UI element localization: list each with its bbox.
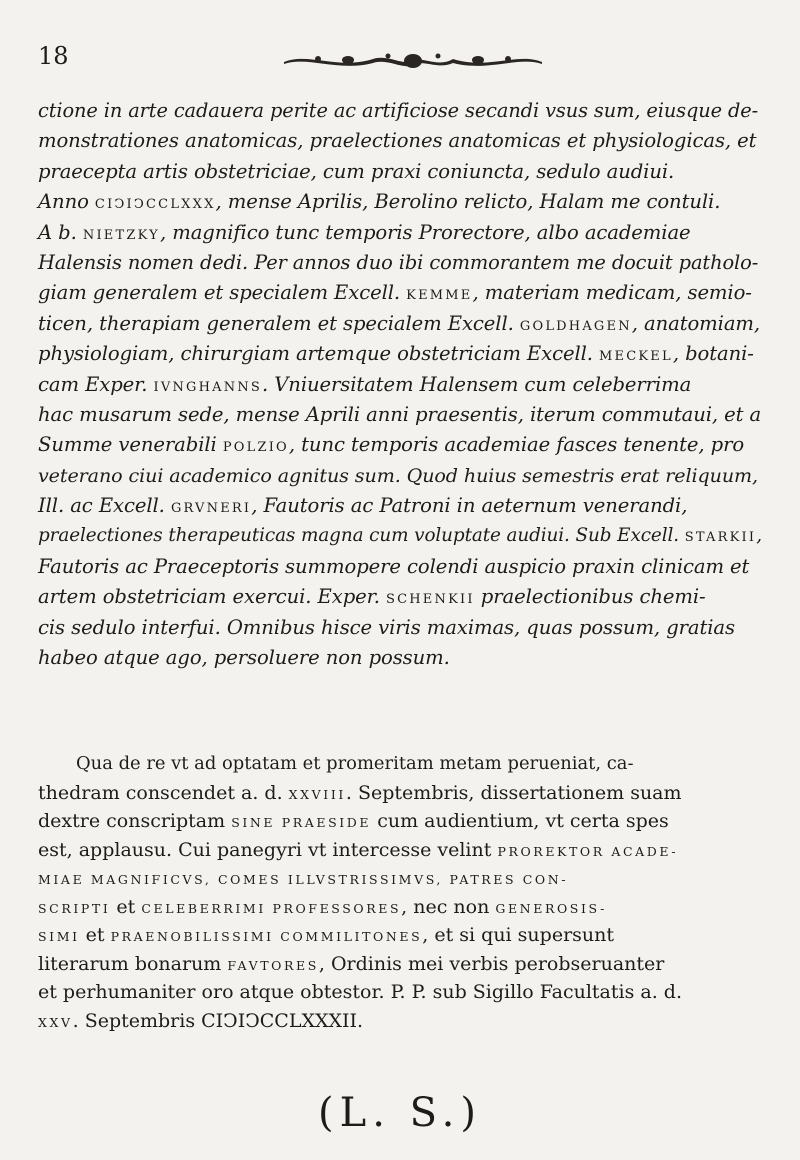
small-caps-name: PROREKTOR ACADE- — [497, 843, 679, 859]
italic-text-line — [38, 96, 762, 126]
text-run: , magnifico tunc temporis Prorectore, albo academiae — [159, 220, 691, 244]
text-run: cum audientium, vt certa spes — [371, 810, 669, 832]
italic-text-line — [38, 643, 762, 673]
text-run: , Ordinis mei verbis perobseruanter — [318, 952, 665, 975]
text-run: et — [110, 895, 142, 918]
text-run: , nec non — [401, 895, 496, 918]
roman-text-line — [38, 921, 762, 950]
roman-text-line — [38, 950, 762, 979]
italic-text-line — [38, 461, 762, 491]
italic-text-line — [38, 491, 762, 521]
text-run: artem obstetriciam exercui. Exper. — [38, 585, 387, 609]
text-run: , Fautoris ac Patroni in aeternum venerandi, — [251, 494, 688, 518]
text-run: , tunc temporis academiae fasces tenente, pro — [288, 433, 745, 457]
small-caps-name: GENEROSIS- — [495, 900, 607, 916]
small-caps-name: XXVIII — [288, 786, 346, 802]
text-run: physiologiam, chirurgiam artemque obstetriciam Excell. — [38, 342, 600, 366]
italic-text-line — [38, 582, 762, 612]
text-run: , — [756, 525, 762, 547]
text-run: ticen, therapiam generalem et specialem Excell. — [38, 311, 520, 335]
text-run: , botani- — [672, 342, 754, 366]
text-run: cis sedulo interfui. Omnibus hisce viris maximas, quas possum, gratias — [38, 615, 735, 639]
text-run: . Septembris, dissertationem suam — [345, 781, 682, 804]
italic-text-line — [38, 157, 762, 187]
italic-text-line — [38, 126, 762, 156]
small-caps-name: MIAE MAGNIFICVS, COMES ILLVSTRISSIMVS, PATRES CON- — [38, 872, 569, 887]
italic-text-line — [38, 278, 762, 308]
small-caps-name: GOLDHAGEN — [519, 318, 632, 334]
text-run: ctione in arte cadauera perite ac artificiose secandi vsus sum, eiusque de- — [38, 99, 759, 122]
text-run: habeo atque ago, persoluere non possum. — [38, 646, 450, 670]
italic-text-line — [38, 218, 762, 248]
text-run: praelectiones therapeuticas magna cum voluptate audiui. Sub Excell. — [38, 525, 685, 547]
text-run: giam generalem et specialem Excell. — [38, 281, 407, 305]
small-caps-name: SIMI — [38, 929, 80, 944]
text-run: hac musarum sede, mense Aprili anni praesentis, iterum commutaui, et a — [38, 402, 762, 426]
italic-text-line — [38, 613, 762, 643]
small-caps-name: SCHENKII — [386, 592, 475, 608]
seal-mark: (L. S.) — [318, 1090, 482, 1136]
roman-text-line — [38, 750, 762, 779]
small-caps-name: IVNGHANNS — [153, 379, 262, 395]
text-run: praelectionibus chemi- — [474, 585, 706, 609]
italic-text-line — [38, 339, 762, 369]
small-caps-name: PRAENOBILISSIMI COMMILITONES — [110, 929, 423, 944]
roman-text-line — [38, 836, 762, 865]
roman-text-line — [38, 1007, 762, 1036]
text-run: , materiam medicam, semio- — [472, 281, 752, 305]
italic-text-line — [38, 552, 762, 582]
roman-text-line — [38, 807, 762, 836]
text-run: . Vniuersitatem Halensem cum celeberrima — [262, 372, 692, 396]
text-run: cam Exper. — [38, 372, 154, 396]
small-caps-name: CIↃIↃCCLXXX — [94, 197, 216, 213]
text-run: et — [79, 924, 111, 946]
small-caps-name: NIETZKY — [82, 227, 160, 243]
italic-text-line — [38, 248, 762, 278]
small-caps-name: POLZIO — [222, 440, 289, 456]
small-caps-name: XXV — [38, 1014, 73, 1030]
small-caps-name: MECKEL — [599, 349, 673, 365]
small-caps-name: CELEBERRIMI PROFESSORES — [141, 900, 402, 916]
text-run: Ill. ac Excell. — [38, 494, 171, 518]
italic-text-line — [38, 309, 762, 339]
text-run: , mense Aprilis, Berolino relicto, Halam me contuli. — [215, 190, 721, 214]
printers-ornament-icon — [278, 50, 548, 72]
text-run: , et si qui supersunt — [422, 924, 615, 946]
announcement-text — [38, 750, 762, 1035]
small-caps-name: FAVTORES — [227, 957, 319, 973]
text-run: thedram conscendet a. d. — [38, 781, 289, 804]
italic-text-line — [38, 187, 762, 217]
page-header — [30, 40, 770, 100]
text-run: dextre conscriptam — [38, 810, 232, 832]
text-run: Halensis nomen dedi. Per annos duo ibi commorantem me docuit patholo- — [38, 250, 759, 274]
text-run: praecepta artis obstetriciae, cum praxi coniuncta, sedulo audiui. — [38, 159, 675, 183]
text-run: monstrationes anatomicas, praelectiones anatomicas et physiologicas, et — [38, 129, 757, 153]
small-caps-name: SCRIPTI — [38, 900, 111, 916]
vita-italic-text — [38, 96, 762, 673]
text-run: Fautoris ac Praeceptoris summopere colendi auspicio praxin clinicam et — [38, 554, 750, 578]
text-run: veterano ciui academico agnitus sum. Quod huius semestris erat reliquum, — [38, 463, 759, 487]
italic-text-line — [38, 521, 762, 551]
small-caps-name: SINE PRAESIDE — [231, 815, 372, 830]
text-run: et perhumaniter oro atque obtestor. P. P. sub Sigillo Facultatis a. d. — [38, 981, 682, 1003]
italic-text-line — [38, 430, 762, 460]
roman-text-line — [38, 893, 762, 922]
small-caps-name: KEMME — [406, 288, 473, 304]
italic-text-line — [38, 400, 762, 430]
page-number: 18 — [38, 42, 69, 70]
text-run: Qua de re vt ad optatam et promeritam metam perueniat, ca- — [76, 753, 634, 774]
roman-text-line — [38, 864, 762, 893]
roman-text-line — [38, 779, 762, 808]
text-run: . Septembris CIↃIↃCCLXXXII. — [72, 1009, 364, 1032]
text-run: Summe venerabili — [38, 433, 223, 457]
text-run: Anno — [38, 190, 95, 214]
text-run: , anatomiam, — [631, 311, 761, 335]
italic-text-line — [38, 370, 762, 400]
text-run: A b. — [38, 220, 83, 244]
text-run: est, applausu. Cui panegyri vt intercesse velint — [38, 838, 498, 861]
roman-text-line — [38, 978, 762, 1007]
text-run: literarum bonarum — [38, 952, 228, 975]
small-caps-name: STARKII — [684, 530, 757, 546]
small-caps-name: GRVNERI — [170, 501, 252, 517]
